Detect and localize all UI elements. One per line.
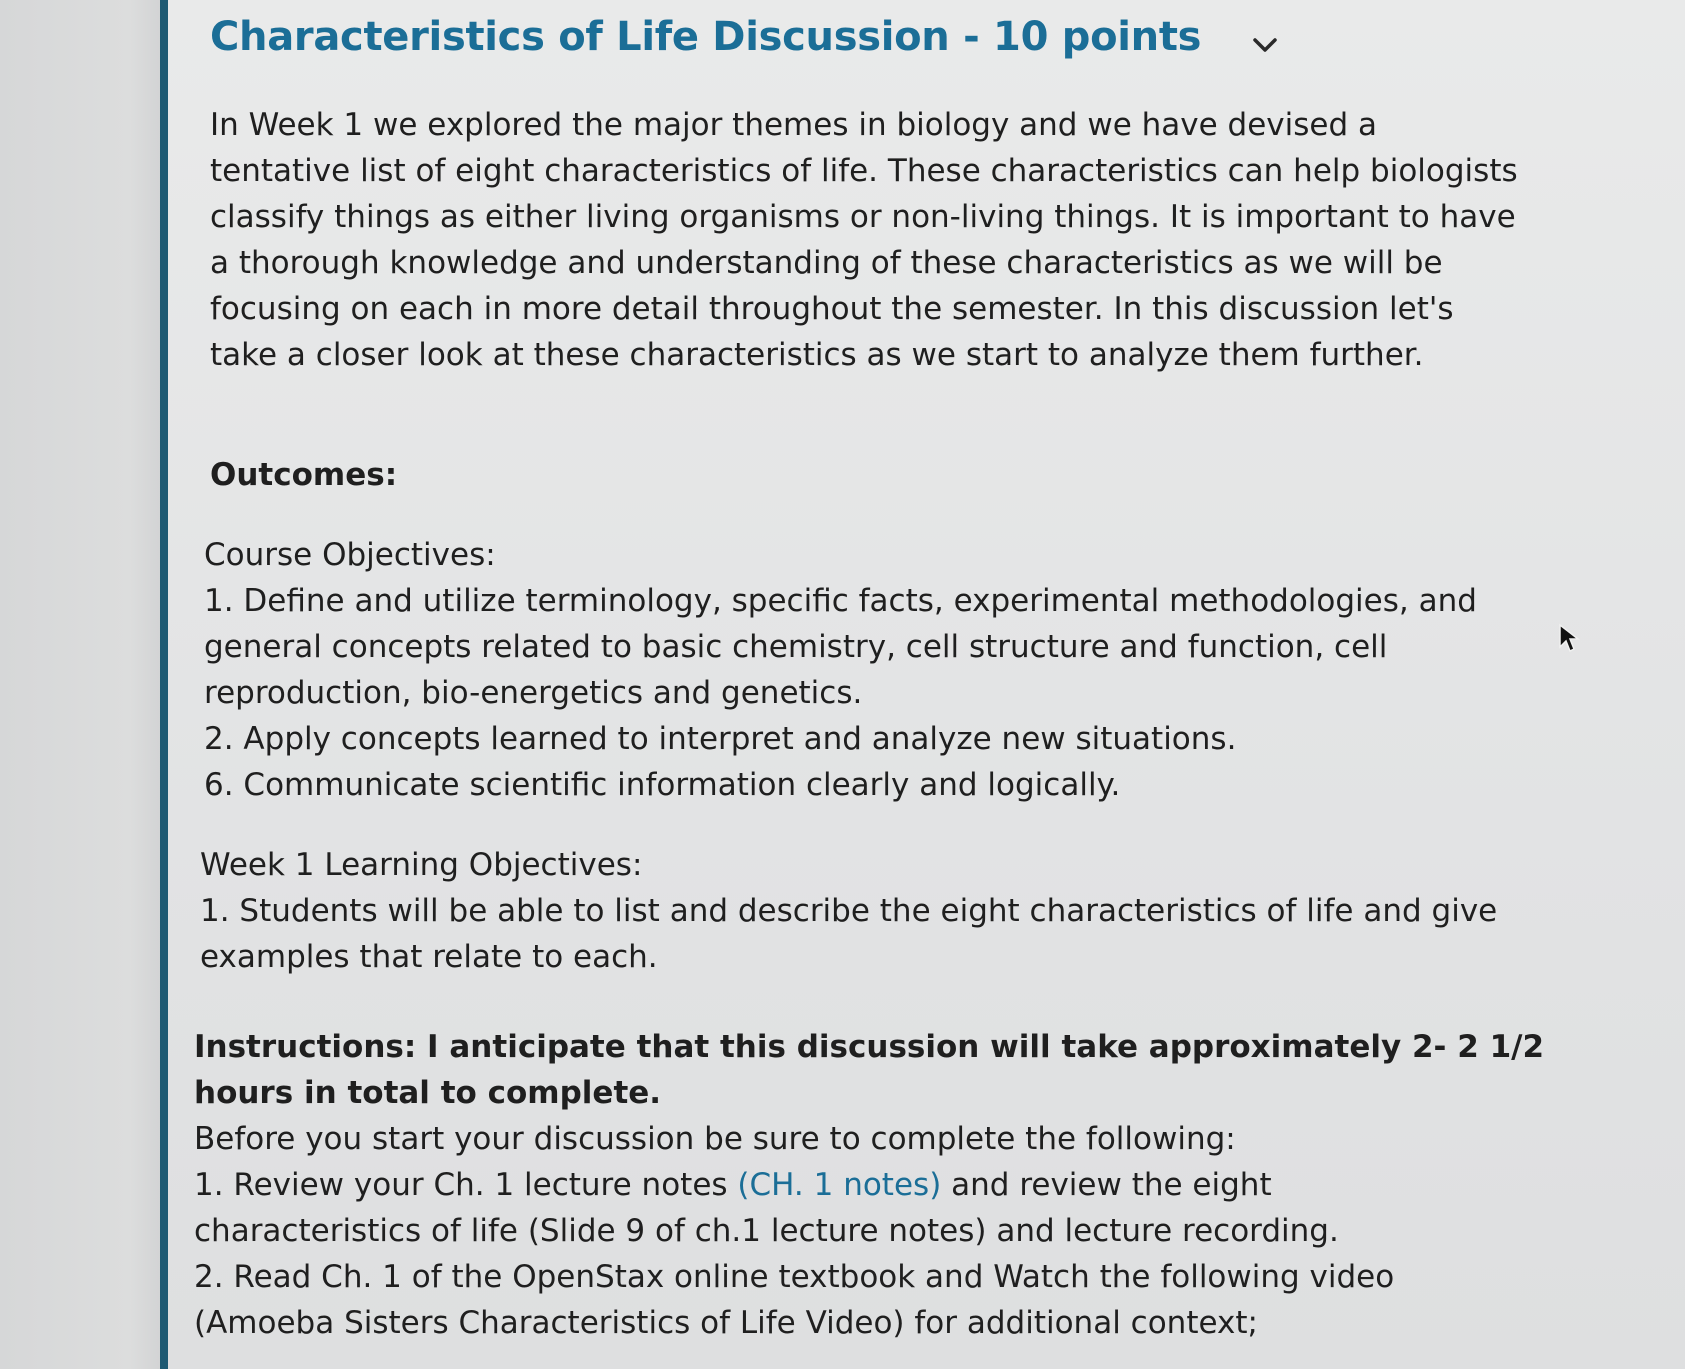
step-1-suffix: and review the eight xyxy=(941,1167,1272,1203)
week-objective-line: 1. Students will be able to list and describe the eight characteristics of life and give xyxy=(200,893,1498,929)
ch1-notes-link[interactable]: (CH. 1 notes) xyxy=(737,1167,942,1203)
week-objectives-section xyxy=(200,842,1590,980)
intro-paragraph xyxy=(210,102,1600,378)
outcomes-heading: Outcomes: xyxy=(210,457,398,493)
instruction-step-1 xyxy=(194,1162,1584,1208)
course-objectives-section xyxy=(204,532,1594,808)
discussion-accent-rule xyxy=(160,0,168,1369)
week-objective-line: examples that relate to each. xyxy=(200,939,658,975)
course-objective-line: general concepts related to basic chemistry, cell structure and function, cell xyxy=(204,629,1388,665)
intro-line: a thorough knowledge and understanding of these characteristics as we will be xyxy=(210,245,1443,281)
course-objectives-heading: Course Objectives: xyxy=(204,537,496,573)
course-objective-line: reproduction, bio-energetics and genetics. xyxy=(204,675,863,711)
step-1-prefix: 1. Review your Ch. 1 lecture notes xyxy=(194,1167,738,1203)
course-objective-line: 2. Apply concepts learned to interpret and analyze new situations. xyxy=(204,721,1237,757)
intro-line: classify things as either living organisms or non-living things. It is important to have xyxy=(210,199,1516,235)
intro-line: take a closer look at these characteristics as we start to analyze them further. xyxy=(210,337,1424,373)
intro-line: tentative list of eight characteristics of life. These characteristics can help biologists xyxy=(210,153,1518,189)
discussion-title[interactable]: Characteristics of Life Discussion - 10 points xyxy=(210,14,1202,60)
instruction-step-1-cont: characteristics of life (Slide 9 of ch.1 lecture notes) and lecture recording. xyxy=(194,1213,1339,1249)
chevron-down-icon[interactable] xyxy=(1251,35,1279,55)
intro-line: In Week 1 we explored the major themes in biology and we have devised a xyxy=(210,107,1377,143)
instruction-step-2-cont: (Amoeba Sisters Characteristics of Life Video) for additional context; xyxy=(194,1305,1258,1341)
discussion-header[interactable] xyxy=(210,14,1279,60)
instructions-before-line: Before you start your discussion be sure to complete the following: xyxy=(194,1121,1236,1157)
instruction-step-2: 2. Read Ch. 1 of the OpenStax online textbook and Watch the following video xyxy=(194,1259,1395,1295)
course-objective-line: 6. Communicate scientific information clearly and logically. xyxy=(204,767,1121,803)
mouse-pointer-icon xyxy=(1558,623,1580,653)
instructions-heading: Instructions: I anticipate that this discussion will take approximately 2- 2 1/2 xyxy=(194,1029,1545,1065)
intro-line: focusing on each in more detail throughout the semester. In this discussion let's xyxy=(210,291,1454,327)
left-margin-panel xyxy=(0,0,162,1369)
instructions-heading-cont: hours in total to complete. xyxy=(194,1075,662,1111)
course-objective-line: 1. Define and utilize terminology, specific facts, experimental methodologies, and xyxy=(204,583,1477,619)
discussion-content xyxy=(168,0,1685,1369)
week-objectives-heading: Week 1 Learning Objectives: xyxy=(200,847,643,883)
instructions-section xyxy=(194,1024,1584,1346)
